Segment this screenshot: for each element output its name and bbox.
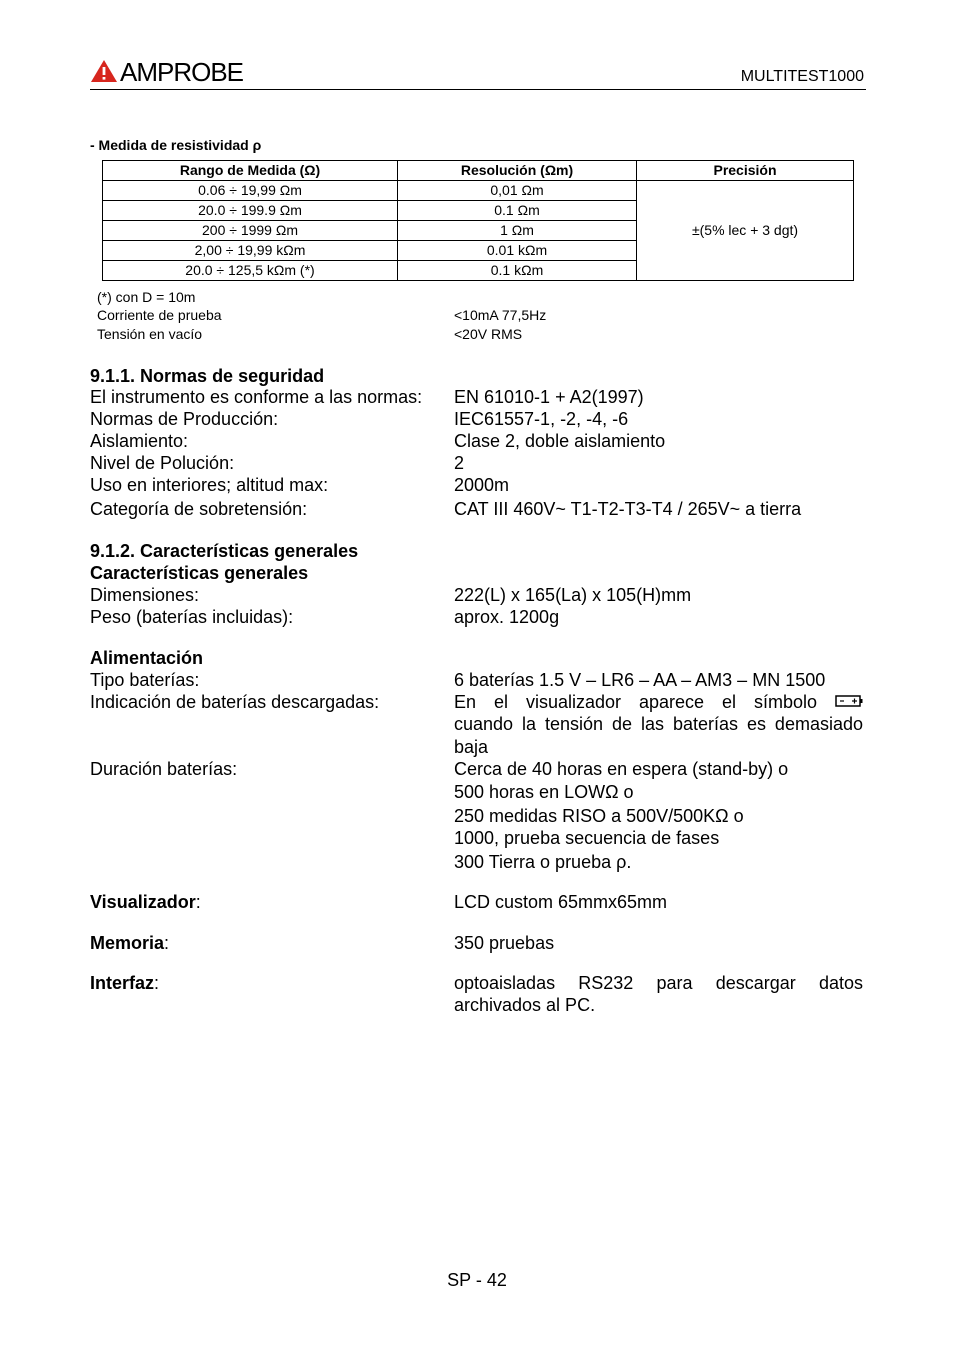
header-rule xyxy=(90,89,866,90)
resolution-cell: 0.1 kΩm xyxy=(398,261,637,281)
model-name: MULTITEST1000 xyxy=(740,68,864,85)
spec-label: Duración baterías: xyxy=(90,759,238,779)
note-label: Corriente de prueba xyxy=(97,307,222,323)
spec-value: 500 horas en LOWΩ o xyxy=(454,782,634,802)
section-title-safety: 9.1.1. Normas de seguridad xyxy=(90,366,325,386)
spec-label: Aislamiento: xyxy=(90,431,189,451)
spec-value: cuando la tensión de las baterías es demasiado xyxy=(454,714,863,734)
spec-value: 2000m xyxy=(454,475,510,495)
table-row xyxy=(103,181,854,201)
column-header: Rango de Medida (Ω) xyxy=(103,161,398,181)
spec-value: optoaisladas RS232 para descargar datos xyxy=(454,973,863,993)
spec-label: El instrumento es conforme a las normas: xyxy=(90,387,423,407)
precision-cell: ±(5% lec + 3 dgt) xyxy=(637,181,854,281)
page-number: SP - 42 xyxy=(447,1270,507,1290)
spec-label: Indicación de baterías descargadas: xyxy=(90,692,380,712)
spec-label: Tipo baterías: xyxy=(90,670,200,690)
table-header-row xyxy=(103,161,854,181)
subsection-title-general: Características generales xyxy=(90,563,309,583)
spec-value: IEC61557-1, -2, -4, -6 xyxy=(454,409,629,429)
note-footnote: (*) con D = 10m xyxy=(97,289,196,305)
battery-icon xyxy=(835,692,863,713)
spec-value: CAT III 460V~ T1-T2-T3-T4 / 265V~ a tierra xyxy=(454,499,802,519)
note-value: <10mA 77,5Hz xyxy=(454,307,547,323)
low-battery-line xyxy=(454,692,863,713)
note-label: Tensión en vacío xyxy=(97,326,203,342)
spec-value: aprox. 1200g xyxy=(454,607,560,627)
spec-label: Nivel de Polución: xyxy=(90,453,235,473)
resolution-cell: 0.1 Ωm xyxy=(398,201,637,221)
spec-value: 6 baterías 1.5 V – LR6 – AA – AM3 – MN 1500 xyxy=(454,670,826,690)
section-title-resistivity: - Medida de resistividad ρ xyxy=(90,137,262,153)
range-cell: 20.0 ÷ 125,5 kΩm (*) xyxy=(103,261,398,281)
spec-value: 300 Tierra o prueba ρ. xyxy=(454,852,632,872)
spec-label: Categoría de sobretensión: xyxy=(90,499,308,519)
spec-value: baja xyxy=(454,737,489,757)
spec-value: 350 pruebas xyxy=(454,933,555,953)
spec-label-interface: Interfaz: xyxy=(90,973,160,993)
column-header: Resolución (Ωm) xyxy=(398,161,637,181)
resolution-cell: 1 Ωm xyxy=(398,221,637,241)
warning-triangle-icon xyxy=(90,59,118,83)
resolution-cell: 0.01 kΩm xyxy=(398,241,637,261)
spec-label-display: Visualizador: xyxy=(90,892,201,912)
amprobe-logo xyxy=(90,58,290,88)
spec-label-memory: Memoria: xyxy=(90,933,170,953)
spec-label: Uso en interiores; altitud max: xyxy=(90,475,329,495)
range-cell: 0.06 ÷ 19,99 Ωm xyxy=(103,181,398,201)
resistivity-table xyxy=(102,160,854,281)
spec-value: 222(L) x 165(La) x 105(H)mm xyxy=(454,585,692,605)
brand-name: AMPROBE xyxy=(120,57,244,87)
spec-value: LCD custom 65mmx65mm xyxy=(454,892,668,912)
column-header: Precisión xyxy=(637,161,854,181)
spec-value: EN 61010-1 + A2(1997) xyxy=(454,387,644,407)
spec-value: En el visualizador aparece el símbolo xyxy=(454,692,817,712)
spec-label: Normas de Producción: xyxy=(90,409,279,429)
resolution-cell: 0,01 Ωm xyxy=(398,181,637,201)
spec-value: archivados al PC. xyxy=(454,995,596,1015)
section-title-general: 9.1.2. Características generales xyxy=(90,541,359,561)
range-cell: 200 ÷ 1999 Ωm xyxy=(103,221,398,241)
spec-value: 1000, prueba secuencia de fases xyxy=(454,828,720,848)
range-cell: 20.0 ÷ 199.9 Ωm xyxy=(103,201,398,221)
range-cell: 2,00 ÷ 19,99 kΩm xyxy=(103,241,398,261)
spec-value: Clase 2, doble aislamiento xyxy=(454,431,666,451)
note-value: <20V RMS xyxy=(454,326,523,342)
spec-value: 2 xyxy=(454,453,465,473)
subsection-title-power: Alimentación xyxy=(90,648,204,668)
spec-value: 250 medidas RISO a 500V/500KΩ o xyxy=(454,806,744,826)
spec-label: Dimensiones: xyxy=(90,585,200,605)
spec-value: Cerca de 40 horas en espera (stand-by) o xyxy=(454,759,789,779)
spec-label: Peso (baterías incluidas): xyxy=(90,607,294,627)
